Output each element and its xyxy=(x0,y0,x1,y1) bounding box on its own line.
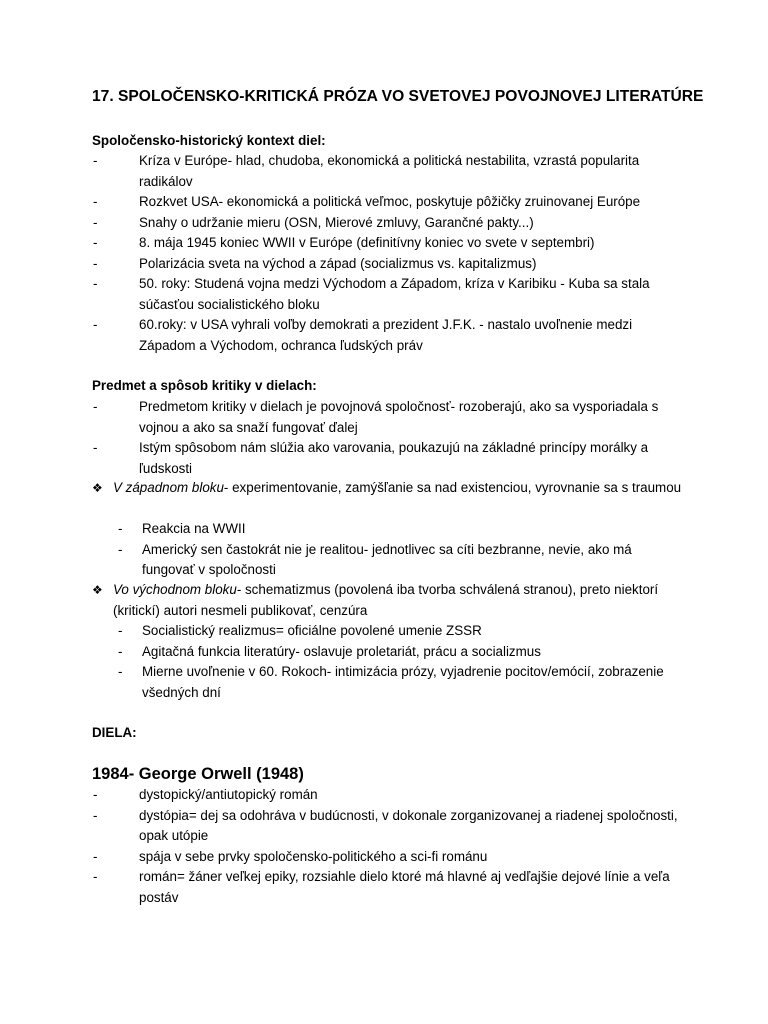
critique-list xyxy=(93,397,688,479)
list-item: - Rozkvet USA- ekonomická a politická veľmoc, poskytuje pôžičky zruinovanej Európe xyxy=(93,192,688,213)
east-block-text: - schematizmus (povolená iba tvorba schválená stranou), preto niektorí (kritickí) autori nesmeli publikovať, cenzúra xyxy=(113,582,659,618)
context-heading: Spoločensko-historický kontext diel: xyxy=(92,133,326,148)
critique-heading: Predmet a spôsob kritiky v dielach: xyxy=(92,378,317,393)
list-item: - Mierne uvoľnenie v 60. Rokoch- intimizácia prózy, vyjadrenie pocitov/emócií, zobrazenie všedných dní xyxy=(118,662,688,703)
list-item: - Socialistický realizmus= oficiálne povolené umenie ZSSR xyxy=(118,621,688,642)
list-item: - Predmetom kritiky v dielach je povojnová spoločnosť- rozoberajú, ako sa vysporiadala s vojnou a ako sa snaží fungovať ďalej xyxy=(93,397,688,438)
list-item: - Istým spôsobom nám slúžia ako varovania, poukazujú na základné princípy morálky a ľudskosti xyxy=(93,438,688,479)
east-block-item xyxy=(92,580,688,621)
diamond-bullet-icon: ❖ xyxy=(92,481,103,495)
work-list xyxy=(93,785,688,908)
list-item: - román= žáner veľkej epiky, rozsiahle dielo ktoré má hlavné aj vedľajšie dejové línie a veľa postáv xyxy=(93,867,688,908)
list-item: - Polarizácia sveta na východ a západ (socializmus vs. kapitalizmus) xyxy=(93,254,688,275)
work-title: 1984- George Orwell (1948) xyxy=(92,765,304,783)
west-block-text: - experimentovanie, zamýšľanie sa nad existenciou, vyrovnanie sa s traumou xyxy=(223,480,682,495)
list-item: - Agitačná funkcia literatúry- oslavuje proletariát, prácu a socializmus xyxy=(118,642,688,663)
list-item: - Americký sen častokrát nie je realitou- jednotlivec sa cíti bezbranne, nevie, ako má fungovať v spoločnosti xyxy=(118,540,688,581)
east-sublist xyxy=(118,621,688,703)
list-item: - 60.roky: v USA vyhrali voľby demokrati a prezident J.F.K. - nastalo uvoľnenie medzi Západom a Východom, ochranca ľudských práv xyxy=(93,315,688,356)
list-item: - Snahy o udržanie mieru (OSN, Mierové zmluvy, Garančné pakty...) xyxy=(93,213,688,234)
west-sublist xyxy=(118,519,688,581)
works-heading: DIELA: xyxy=(92,725,137,740)
diamond-bullet-icon: ❖ xyxy=(92,583,103,597)
list-item: - 50. roky: Studená vojna medzi Východom a Západom, kríza v Karibiku - Kuba sa stala súčasťou socialistického bloku xyxy=(93,274,688,315)
list-item: - dystópia= dej sa odohráva v budúcnosti, v dokonale zorganizovanej a riadenej spoločnosti, opak utópie xyxy=(93,806,688,847)
page-title: 17. SPOLOČENSKO-KRITICKÁ PRÓZA VO SVETOVEJ POVOJNOVEJ LITERATÚRE xyxy=(92,88,704,105)
list-item: - 8. mája 1945 koniec WWII v Európe (definitívny koniec vo svete v septembri) xyxy=(93,233,688,254)
list-item: - Reakcia na WWII xyxy=(118,519,688,540)
list-item: - Kríza v Európe- hlad, chudoba, ekonomická a politická nestabilita, vzrastá popularita radikálov xyxy=(93,151,688,192)
west-block-item xyxy=(92,478,688,499)
list-item: - spája v sebe prvky spoločensko-politického a sci-fi románu xyxy=(93,847,688,868)
west-block-lead: V západnom bloku xyxy=(113,480,224,495)
context-list xyxy=(93,151,688,356)
east-block-lead: Vo východnom bloku xyxy=(113,582,237,597)
list-item: - dystopický/antiutopický román xyxy=(93,785,688,806)
